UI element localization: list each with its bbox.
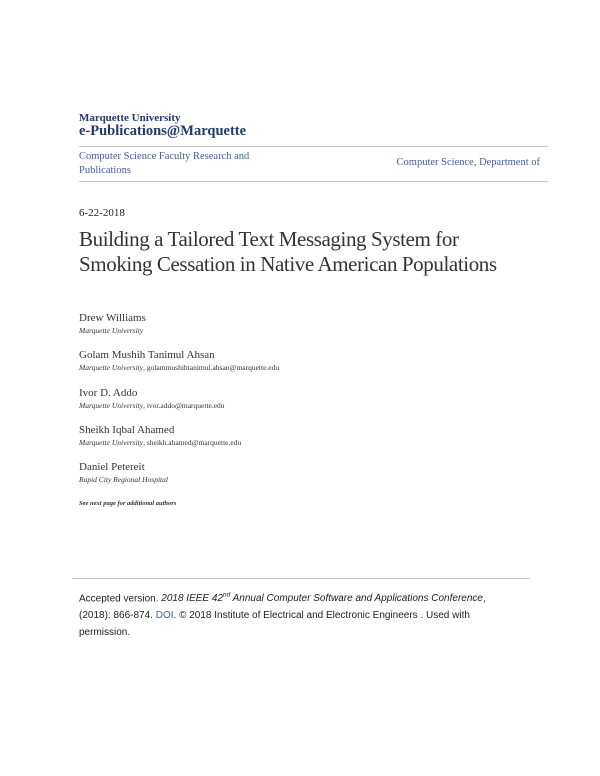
author-email[interactable]: , ivor.addo@marquette.edu	[143, 401, 225, 410]
author-name: Ivor D. Addo	[79, 387, 138, 399]
author-institution: Marquette University	[79, 363, 144, 372]
citation-prefix: Accepted version.	[79, 593, 162, 605]
author-name: Golam Mushih Tanimul Ahsan	[79, 349, 215, 361]
citation-block	[79, 587, 519, 641]
author-email[interactable]: , sheikh.ahamed@marquette.edu	[143, 438, 242, 447]
department-link[interactable]: Computer Science, Department of	[396, 157, 540, 168]
author-name: Daniel Petereit	[79, 461, 145, 473]
author-institution: Rapid City Regional Hospital	[79, 475, 168, 484]
header-divider	[79, 146, 548, 147]
author-affiliation	[79, 363, 279, 372]
citation-divider	[72, 578, 530, 579]
collections-divider	[79, 181, 548, 182]
author-affiliation	[79, 401, 225, 410]
author-name: Sheikh Iqbal Ahamed	[79, 424, 175, 436]
collection-link[interactable]: Computer Science Faculty Research and Publications	[79, 151, 250, 176]
repository-name[interactable]: e-Publications@Marquette	[79, 123, 247, 139]
author-institution: Marquette University	[79, 326, 144, 335]
author-entry	[79, 349, 279, 372]
citation-year: , (2018):	[79, 593, 486, 622]
author-institution: Marquette University	[79, 401, 144, 410]
doi-link[interactable]: DOI	[155, 610, 174, 622]
author-affiliation	[79, 475, 168, 484]
copyright-text: . © 2018 Institute of Electrical and Electronic Engineers . Used with permission.	[79, 610, 470, 639]
conference-name: 2018 IEEE 42nd Annual Computer Software and Applications Conference	[161, 592, 483, 605]
author-name: Drew Williams	[79, 312, 146, 324]
citation-pages: 866-874.	[113, 610, 156, 622]
additional-authors-note[interactable]: See next page for additional authors	[79, 500, 177, 507]
author-entry	[79, 387, 225, 410]
author-affiliation	[79, 438, 241, 447]
author-entry	[79, 312, 146, 335]
publication-date: 6-22-2018	[79, 207, 125, 219]
author-email[interactable]: , golammushihtanimul.ahsan@marquette.edu	[143, 363, 280, 372]
author-institution: Marquette University	[79, 438, 144, 447]
document-title: Building a Tailored Text Messaging System for Smoking Cessation in Native American Populations	[79, 227, 497, 276]
university-name[interactable]: Marquette University	[79, 112, 181, 124]
author-entry	[79, 424, 241, 447]
author-affiliation	[79, 326, 146, 335]
author-entry	[79, 461, 168, 484]
